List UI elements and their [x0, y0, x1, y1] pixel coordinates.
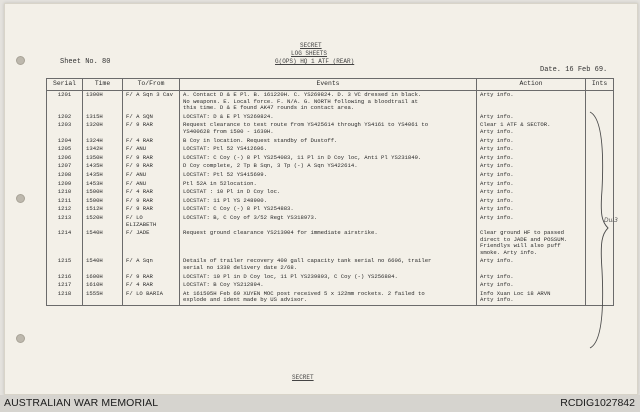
- cell-serial: 1218: [47, 290, 83, 306]
- cell-tofrom: F/ A Sqn: [123, 257, 180, 272]
- cell-time: 1600H: [83, 273, 123, 282]
- cell-events: LOCSTAT: B Coy YS212894.: [180, 281, 477, 290]
- cell-action: Arty info.: [477, 137, 586, 146]
- table-row: [47, 137, 614, 146]
- cell-events: D Coy complete, 2 Tp B Sqn, 3 Tp (-) A Sqn YS422614.: [180, 162, 477, 171]
- cell-time: 1500H: [83, 197, 123, 206]
- cell-serial: 1211: [47, 197, 83, 206]
- header-action: Action: [477, 79, 586, 91]
- header-ints: Ints: [586, 79, 614, 91]
- cell-action: Arty info.: [477, 171, 586, 180]
- cell-tofrom: F/ A SQN: [123, 113, 180, 122]
- table-row: [47, 290, 614, 306]
- cell-serial: 1204: [47, 137, 83, 146]
- table-row: [47, 91, 614, 113]
- cell-events: LOCSTAT: C Coy (-) 8 Pl YS254883.: [180, 205, 477, 214]
- date-value: 16 Feb 69.: [565, 66, 608, 74]
- cell-action: Arty info.: [477, 154, 586, 163]
- cell-serial: 1217: [47, 281, 83, 290]
- cell-events: Request clearance to test route from YS425614 through YS4161 to YS4061 to YS400628 from 1500 - 1630H.: [180, 121, 477, 136]
- cell-tofrom: F/ 9 RAR: [123, 154, 180, 163]
- cell-time: 1520H: [83, 214, 123, 229]
- cell-events: LOCSTAT : 10 Pl in D Coy loc.: [180, 188, 477, 197]
- header-tofrom: To/From: [123, 79, 180, 91]
- sheet-number-label: Sheet No.: [60, 58, 98, 66]
- sheet-number-value: 80: [102, 58, 111, 66]
- punch-hole: [16, 56, 25, 65]
- cell-serial: 1215: [47, 257, 83, 272]
- archive-name: AUSTRALIAN WAR MEMORIAL: [4, 397, 159, 409]
- cell-time: 1320H: [83, 121, 123, 136]
- cell-events: Details of trailer recovery 400 gall capacity tank serial no 6606, trailer serial no 1338 delivery date 2/68.: [180, 257, 477, 272]
- page-title: LOG SHEETS: [291, 50, 328, 57]
- table-row: [47, 188, 614, 197]
- cell-serial: 1201: [47, 91, 83, 113]
- cell-tofrom: F/ JADE: [123, 229, 180, 257]
- cell-events: LOCSTAT: C Coy (-) 8 Pl YS254083, 11 Pl in D Coy loc, Anti Pl YS231849.: [180, 154, 477, 163]
- cell-serial: 1208: [47, 171, 83, 180]
- table-row: [47, 154, 614, 163]
- table-row: [47, 229, 614, 257]
- cell-tofrom: F/ 9 RAR: [123, 197, 180, 206]
- cell-serial: 1205: [47, 145, 83, 154]
- cell-action: Arty info.: [477, 273, 586, 282]
- cell-tofrom: F/ ANU: [123, 180, 180, 189]
- cell-action: Info Xuan Loc 18 ARVN Arty info.: [477, 290, 586, 306]
- table-row: [47, 113, 614, 122]
- cell-serial: 1212: [47, 205, 83, 214]
- cell-time: 1435H: [83, 162, 123, 171]
- cell-action: Arty info.: [477, 205, 586, 214]
- cell-tofrom: F/ 9 RAR: [123, 205, 180, 214]
- cell-time: 1435H: [83, 171, 123, 180]
- table-row: [47, 171, 614, 180]
- table-row: [47, 197, 614, 206]
- cell-tofrom: F/ ANU: [123, 171, 180, 180]
- header-events: Events: [180, 79, 477, 91]
- cell-serial: 1214: [47, 229, 83, 257]
- cell-serial: 1202: [47, 113, 83, 122]
- cell-action: Arty info.: [477, 113, 586, 122]
- date-label: Date.: [540, 66, 562, 74]
- cell-time: 1350H: [83, 154, 123, 163]
- cell-tofrom: F/ 4 RAR: [123, 188, 180, 197]
- cell-tofrom: F/ 4 RAR: [123, 281, 180, 290]
- sheet-number: [60, 58, 110, 66]
- table-row: [47, 180, 614, 189]
- cell-tofrom: F/ 9 RAR: [123, 162, 180, 171]
- header-time: Time: [83, 79, 123, 91]
- cell-events: LOCSTAT: D & E Pl YS269824.: [180, 113, 477, 122]
- date-line: [540, 66, 607, 74]
- cell-tofrom: F/ LO BARIA: [123, 290, 180, 306]
- cell-tofrom: F/ 4 RAR: [123, 137, 180, 146]
- table-row: [47, 145, 614, 154]
- cell-tofrom: F/ 9 RAR: [123, 273, 180, 282]
- cell-time: 1540H: [83, 229, 123, 257]
- cell-tofrom: F/ ANU: [123, 145, 180, 154]
- cell-events: LOCSTAT: Ptl 52 YS415699.: [180, 171, 477, 180]
- table-row: [47, 257, 614, 272]
- cell-action: Arty info.: [477, 188, 586, 197]
- cell-serial: 1203: [47, 121, 83, 136]
- table-row: [47, 205, 614, 214]
- handwritten-margin-note: Dul3: [604, 217, 618, 224]
- log-table: [46, 78, 614, 306]
- cell-serial: 1209: [47, 180, 83, 189]
- cell-time: 1500H: [83, 188, 123, 197]
- log-table-body: [47, 91, 614, 306]
- cell-time: 1540H: [83, 257, 123, 272]
- punch-hole: [16, 334, 25, 343]
- caption-bar: [0, 395, 640, 412]
- cell-action: Clear 1 ATF & SECTOR. Arty info.: [477, 121, 586, 136]
- cell-action: Arty info.: [477, 281, 586, 290]
- table-row: [47, 214, 614, 229]
- cell-events: Ptl 52A in 52location.: [180, 180, 477, 189]
- cell-events: A. Contact D & E Pl. B. 161220H. C. YS269824. D. 3 VC dressed in black. No weapons. E. Local force. F. N/A. G. NORTH following a bloodtrail at this time. D & E found AK47 rounds in contact area.: [180, 91, 477, 113]
- cell-action: Arty info.: [477, 197, 586, 206]
- table-row: [47, 121, 614, 136]
- cell-action: Arty info.: [477, 257, 586, 272]
- cell-events: LOCSTAT: 10 Pl in D Coy loc, 11 Pl YS239893, C Coy (-) YS256884.: [180, 273, 477, 282]
- classification-footer: SECRET: [292, 374, 314, 381]
- cell-action: Arty info.: [477, 145, 586, 154]
- cell-tofrom: F/ LO ELIZABETH: [123, 214, 180, 229]
- table-row: [47, 162, 614, 171]
- cell-time: 1555H: [83, 290, 123, 306]
- cell-action: Arty info.: [477, 214, 586, 229]
- classification-header: SECRET: [300, 42, 322, 49]
- cell-serial: 1206: [47, 154, 83, 163]
- header-serial: Serial: [47, 79, 83, 91]
- cell-events: LOCSTAT: Ptl 52 YS412696.: [180, 145, 477, 154]
- table-header-row: [47, 79, 614, 91]
- cell-events: At 161505H Feb 69 XUYEN MOC post received 5 x 122mm rockets. 2 failed to explode and ident made by US advisor.: [180, 290, 477, 306]
- cell-time: 1324H: [83, 137, 123, 146]
- table-row: [47, 273, 614, 282]
- cell-action: Clear ground HF to passed direct to JADE and POSSUM. Friendlys will also puff smoke. Arty info.: [477, 229, 586, 257]
- cell-time: 1300H: [83, 91, 123, 113]
- cell-time: 1342H: [83, 145, 123, 154]
- cell-serial: 1210: [47, 188, 83, 197]
- cell-time: 1315H: [83, 113, 123, 122]
- archive-reference: RCDIG1027842: [560, 397, 635, 409]
- cell-events: LOCSTAT: 11 Pl YS 248900.: [180, 197, 477, 206]
- cell-time: 1610H: [83, 281, 123, 290]
- cell-action: Arty info.: [477, 180, 586, 189]
- cell-action: Arty info.: [477, 162, 586, 171]
- cell-action: Arty info.: [477, 91, 586, 113]
- cell-events: B Coy in location. Request standby of Dustoff.: [180, 137, 477, 146]
- cell-serial: 1207: [47, 162, 83, 171]
- cell-serial: 1216: [47, 273, 83, 282]
- cell-tofrom: F/ 9 RAR: [123, 121, 180, 136]
- cell-events: Request ground clearance YS213904 for immediate airstrike.: [180, 229, 477, 257]
- cell-events: LOCSTAT: B, C Coy of 3/52 Regt YS318973.: [180, 214, 477, 229]
- punch-hole: [16, 194, 25, 203]
- cell-time: 1453H: [83, 180, 123, 189]
- handwritten-bracket: [588, 110, 610, 350]
- table-row: [47, 281, 614, 290]
- cell-time: 1512H: [83, 205, 123, 214]
- unit-heading: G(OPS) HQ 1 ATF (REAR): [275, 58, 355, 65]
- cell-tofrom: F/ A Sqn 3 Cav: [123, 91, 180, 113]
- cell-serial: 1213: [47, 214, 83, 229]
